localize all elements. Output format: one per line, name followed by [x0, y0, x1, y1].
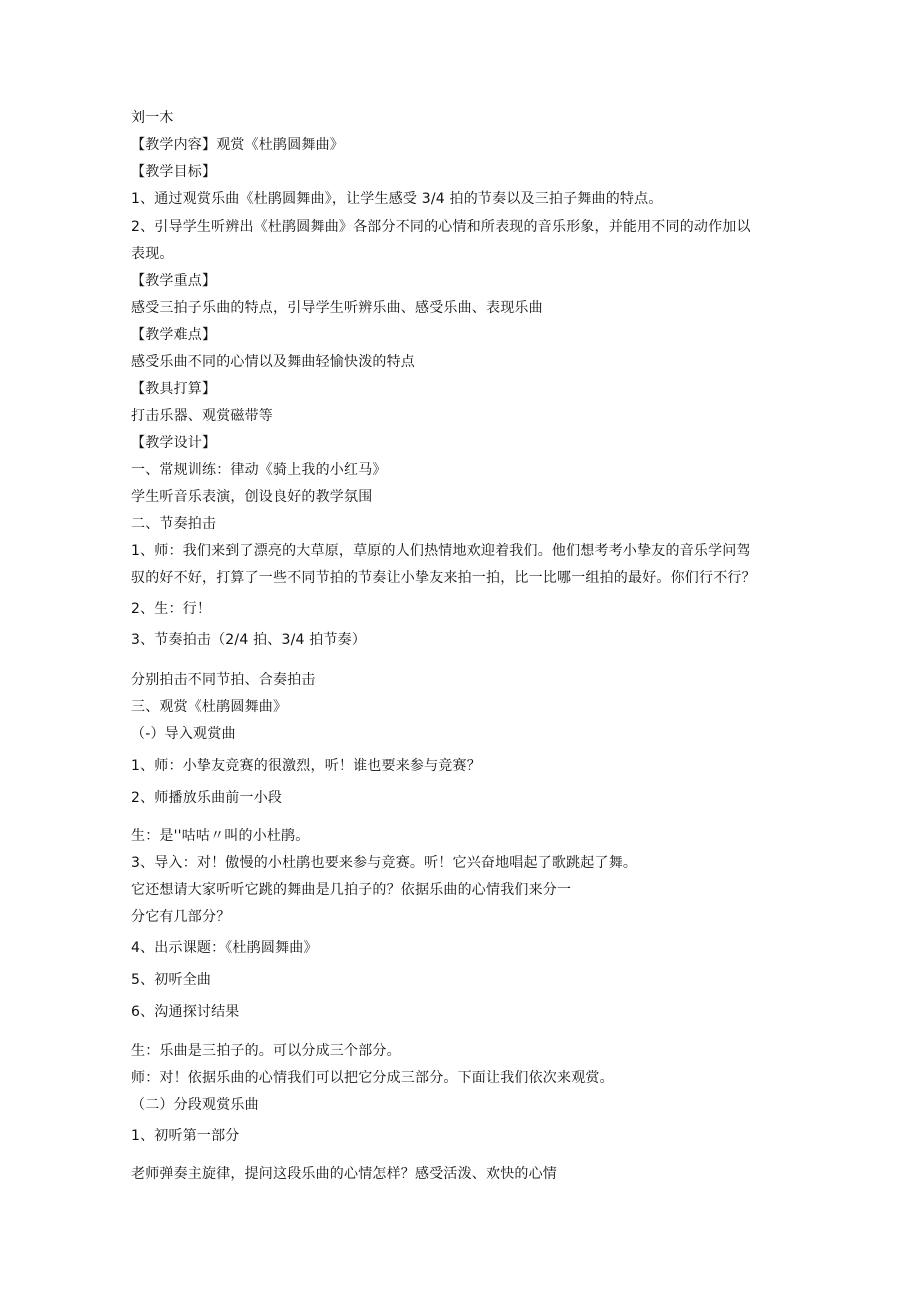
listen-part-1-description: 老师弹奏主旋律，提问这段乐曲的心情怎样？感受活泼、欢快的心情 [131, 1166, 557, 1182]
difficulties-text: 感受乐曲不同的心情以及舞曲轻愉快泼的特点 [131, 354, 415, 370]
key-points-text: 感受三拍子乐曲的特点，引导学生听辨乐曲、感受乐曲、表现乐曲 [131, 300, 543, 316]
heading-difficulties: 【教学难点】 [131, 327, 217, 343]
student-answer-structure: 生：乐曲是三拍子的。可以分成三个部分。 [131, 1043, 401, 1059]
intro-step-2: 2、师播放乐曲前一小段 [131, 790, 283, 806]
rhythm-step-1: 1、师：我们来到了漂亮的大草原，草原的人们热情地欢迎着我们。他们想考考小挚友的音乐学问驾 [131, 543, 751, 559]
heading-teaching-aids: 【教具打算】 [131, 381, 217, 397]
design-part-1-text: 学生听音乐表演，创设良好的教学氛围 [131, 489, 373, 505]
heading-key-points: 【教学重点】 [131, 273, 217, 289]
intro-step-1: 1、师：小挚友竞赛的很激烈，听！谁也要来参与竞赛？ [131, 758, 481, 774]
student-answer-cuckoo: 生：是''咕咕〃叫的小杜鹃。 [131, 828, 310, 844]
heading-teaching-design: 【教学设计】 [131, 435, 217, 451]
subsection-1-title: （-）导入观赏曲 [131, 726, 236, 742]
rhythm-practice-text: 分别拍击不同节拍、合奏拍击 [131, 672, 316, 688]
heading-teaching-goals: 【教学目标】 [131, 164, 217, 180]
rhythm-step-2: 2、生：行！ [131, 601, 212, 617]
design-part-2-title: 二、节奏拍击 [131, 516, 217, 532]
listen-part-1: 1、初听第一部分 [131, 1128, 240, 1144]
intro-step-3-question: 它还想请大家听听它跳的舞曲是几拍子的？依据乐曲的心情我们来分一 [131, 882, 572, 898]
intro-step-4: 4、出示课题：《杜鹃圆舞曲》 [131, 940, 318, 956]
goal-item-2-continued: 表现。 [131, 246, 174, 262]
section-teaching-content: 【教学内容】观赏《杜鹃圆舞曲》 [131, 137, 344, 153]
rhythm-step-1-continued: 驭的好不好，打算了一些不同节拍的节奏让小挚友来拍一拍，比一比哪一组拍的最好。你们行不行？ [131, 570, 756, 586]
design-part-1-title: 一、常规训练：律动《骑上我的小红马》 [131, 462, 387, 478]
intro-step-6: 6、沟通探讨结果 [131, 1004, 240, 1020]
teacher-response: 师：对！依据乐曲的心情我们可以把它分成三部分。下面让我们依次来观赏。 [131, 1070, 614, 1086]
intro-step-3-continued: 分它有几部分？ [131, 909, 231, 925]
intro-step-3: 3、导入：对！傲慢的小杜鹃也要来参与竞赛。听！它兴奋地唱起了歌跳起了舞。 [131, 855, 638, 871]
teaching-aids-text: 打击乐器、观赏磁带等 [131, 408, 273, 424]
intro-step-5: 5、初听全曲 [131, 972, 212, 988]
goal-item-2: 2、引导学生听辨出《杜鹃圆舞曲》各部分不同的心情和所表现的音乐形象，并能用不同的动作加以 [131, 219, 751, 235]
goal-item-1: 1、通过观赏乐曲《杜鹃圆舞曲》，让学生感受 3/4 拍的节奏以及三拍子舞曲的特点。 [131, 191, 663, 207]
design-part-3-title: 三、观赏《杜鹃圆舞曲》 [131, 699, 288, 715]
subsection-2-title: （二）分段观赏乐曲 [131, 1097, 259, 1113]
rhythm-step-3: 3、节奏拍击（2/4 拍、3/4 拍节奏） [131, 632, 367, 648]
author-name: 刘一木 [131, 110, 174, 126]
